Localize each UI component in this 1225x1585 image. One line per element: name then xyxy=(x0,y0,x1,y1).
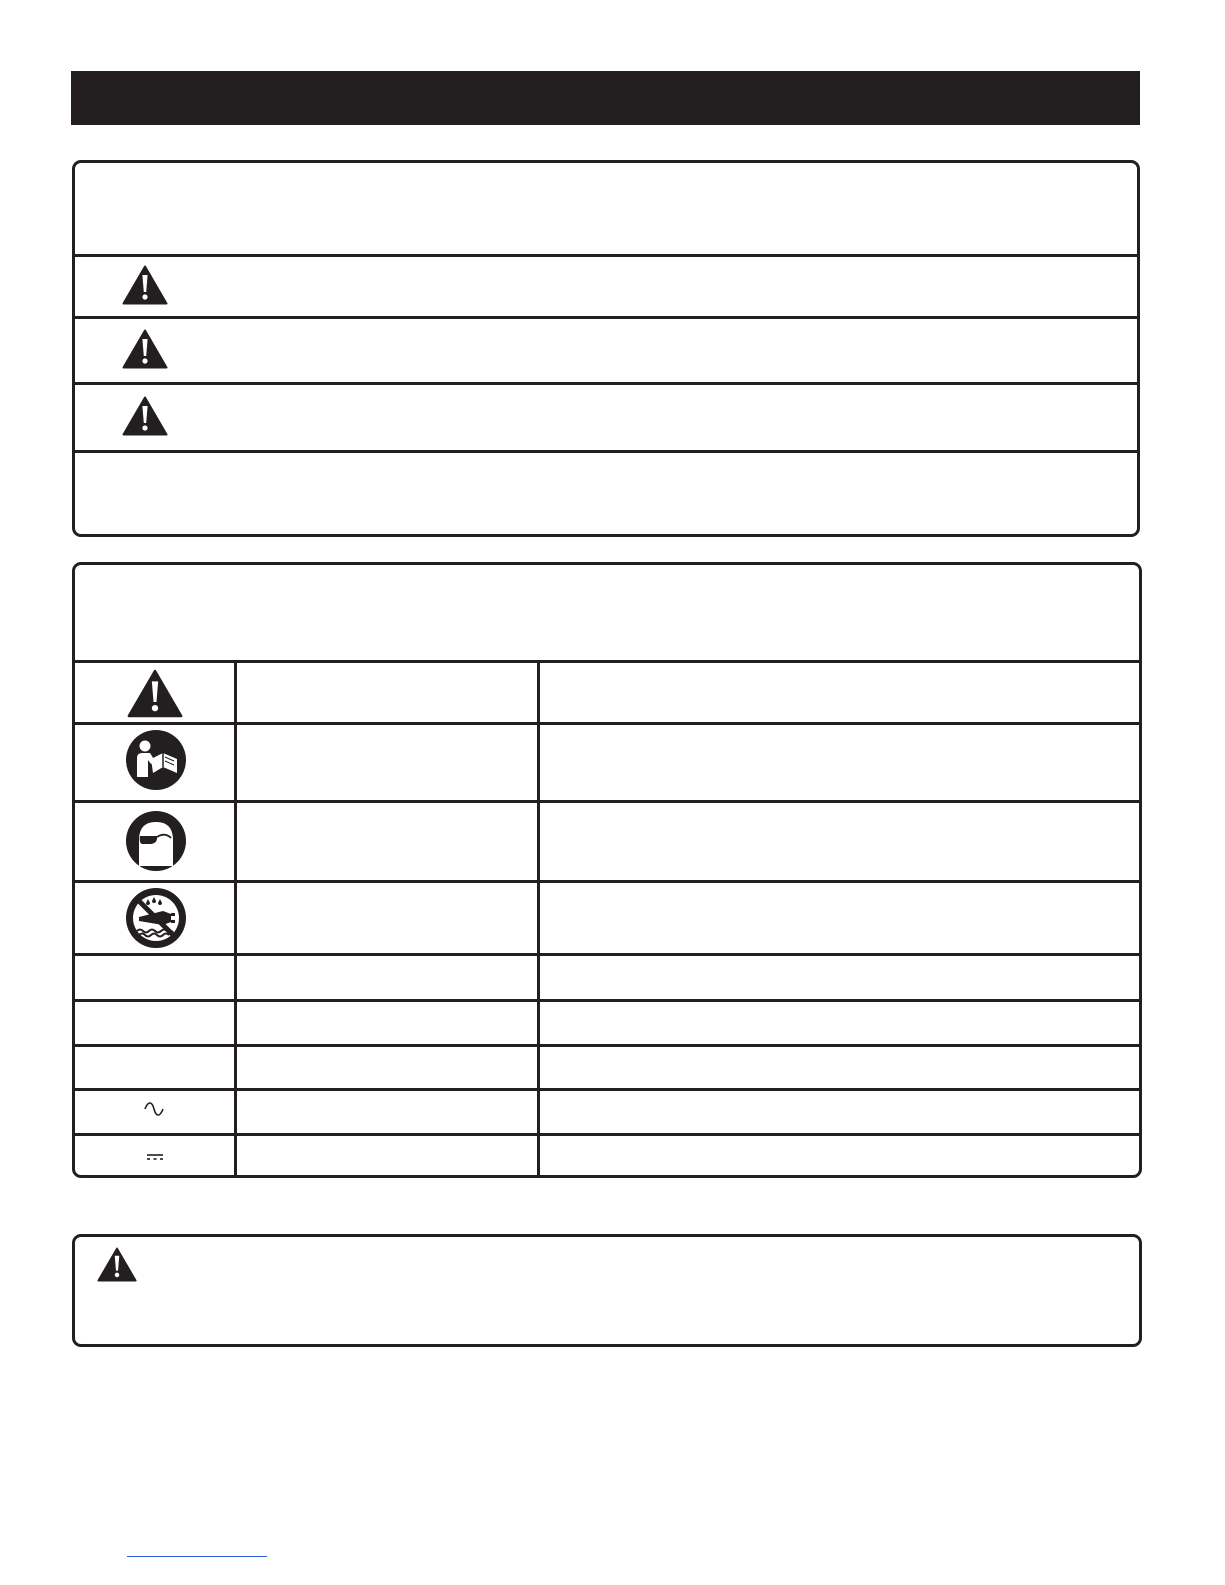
divider xyxy=(75,254,1137,257)
divider xyxy=(75,450,1137,453)
warning-triangle-icon xyxy=(122,396,168,436)
signal-words-box xyxy=(72,160,1140,537)
read-manual-icon xyxy=(125,729,187,791)
eye-protection-icon xyxy=(125,810,187,872)
footer-link-underline[interactable] xyxy=(127,1556,267,1557)
symbols-table xyxy=(72,562,1142,1178)
alternating-current-icon xyxy=(144,1102,164,1116)
no-wet-conditions-icon xyxy=(125,887,187,949)
direct-current-icon xyxy=(146,1153,164,1161)
column-divider xyxy=(537,661,540,1175)
divider xyxy=(75,382,1137,385)
column-divider xyxy=(234,661,237,1175)
section-title-bar xyxy=(71,71,1140,125)
warning-triangle-icon xyxy=(122,265,168,305)
safety-alert-icon xyxy=(127,669,183,718)
divider xyxy=(75,316,1137,319)
warning-triangle-icon xyxy=(97,1247,137,1282)
warning-box xyxy=(72,1234,1142,1347)
warning-triangle-icon xyxy=(122,329,168,369)
